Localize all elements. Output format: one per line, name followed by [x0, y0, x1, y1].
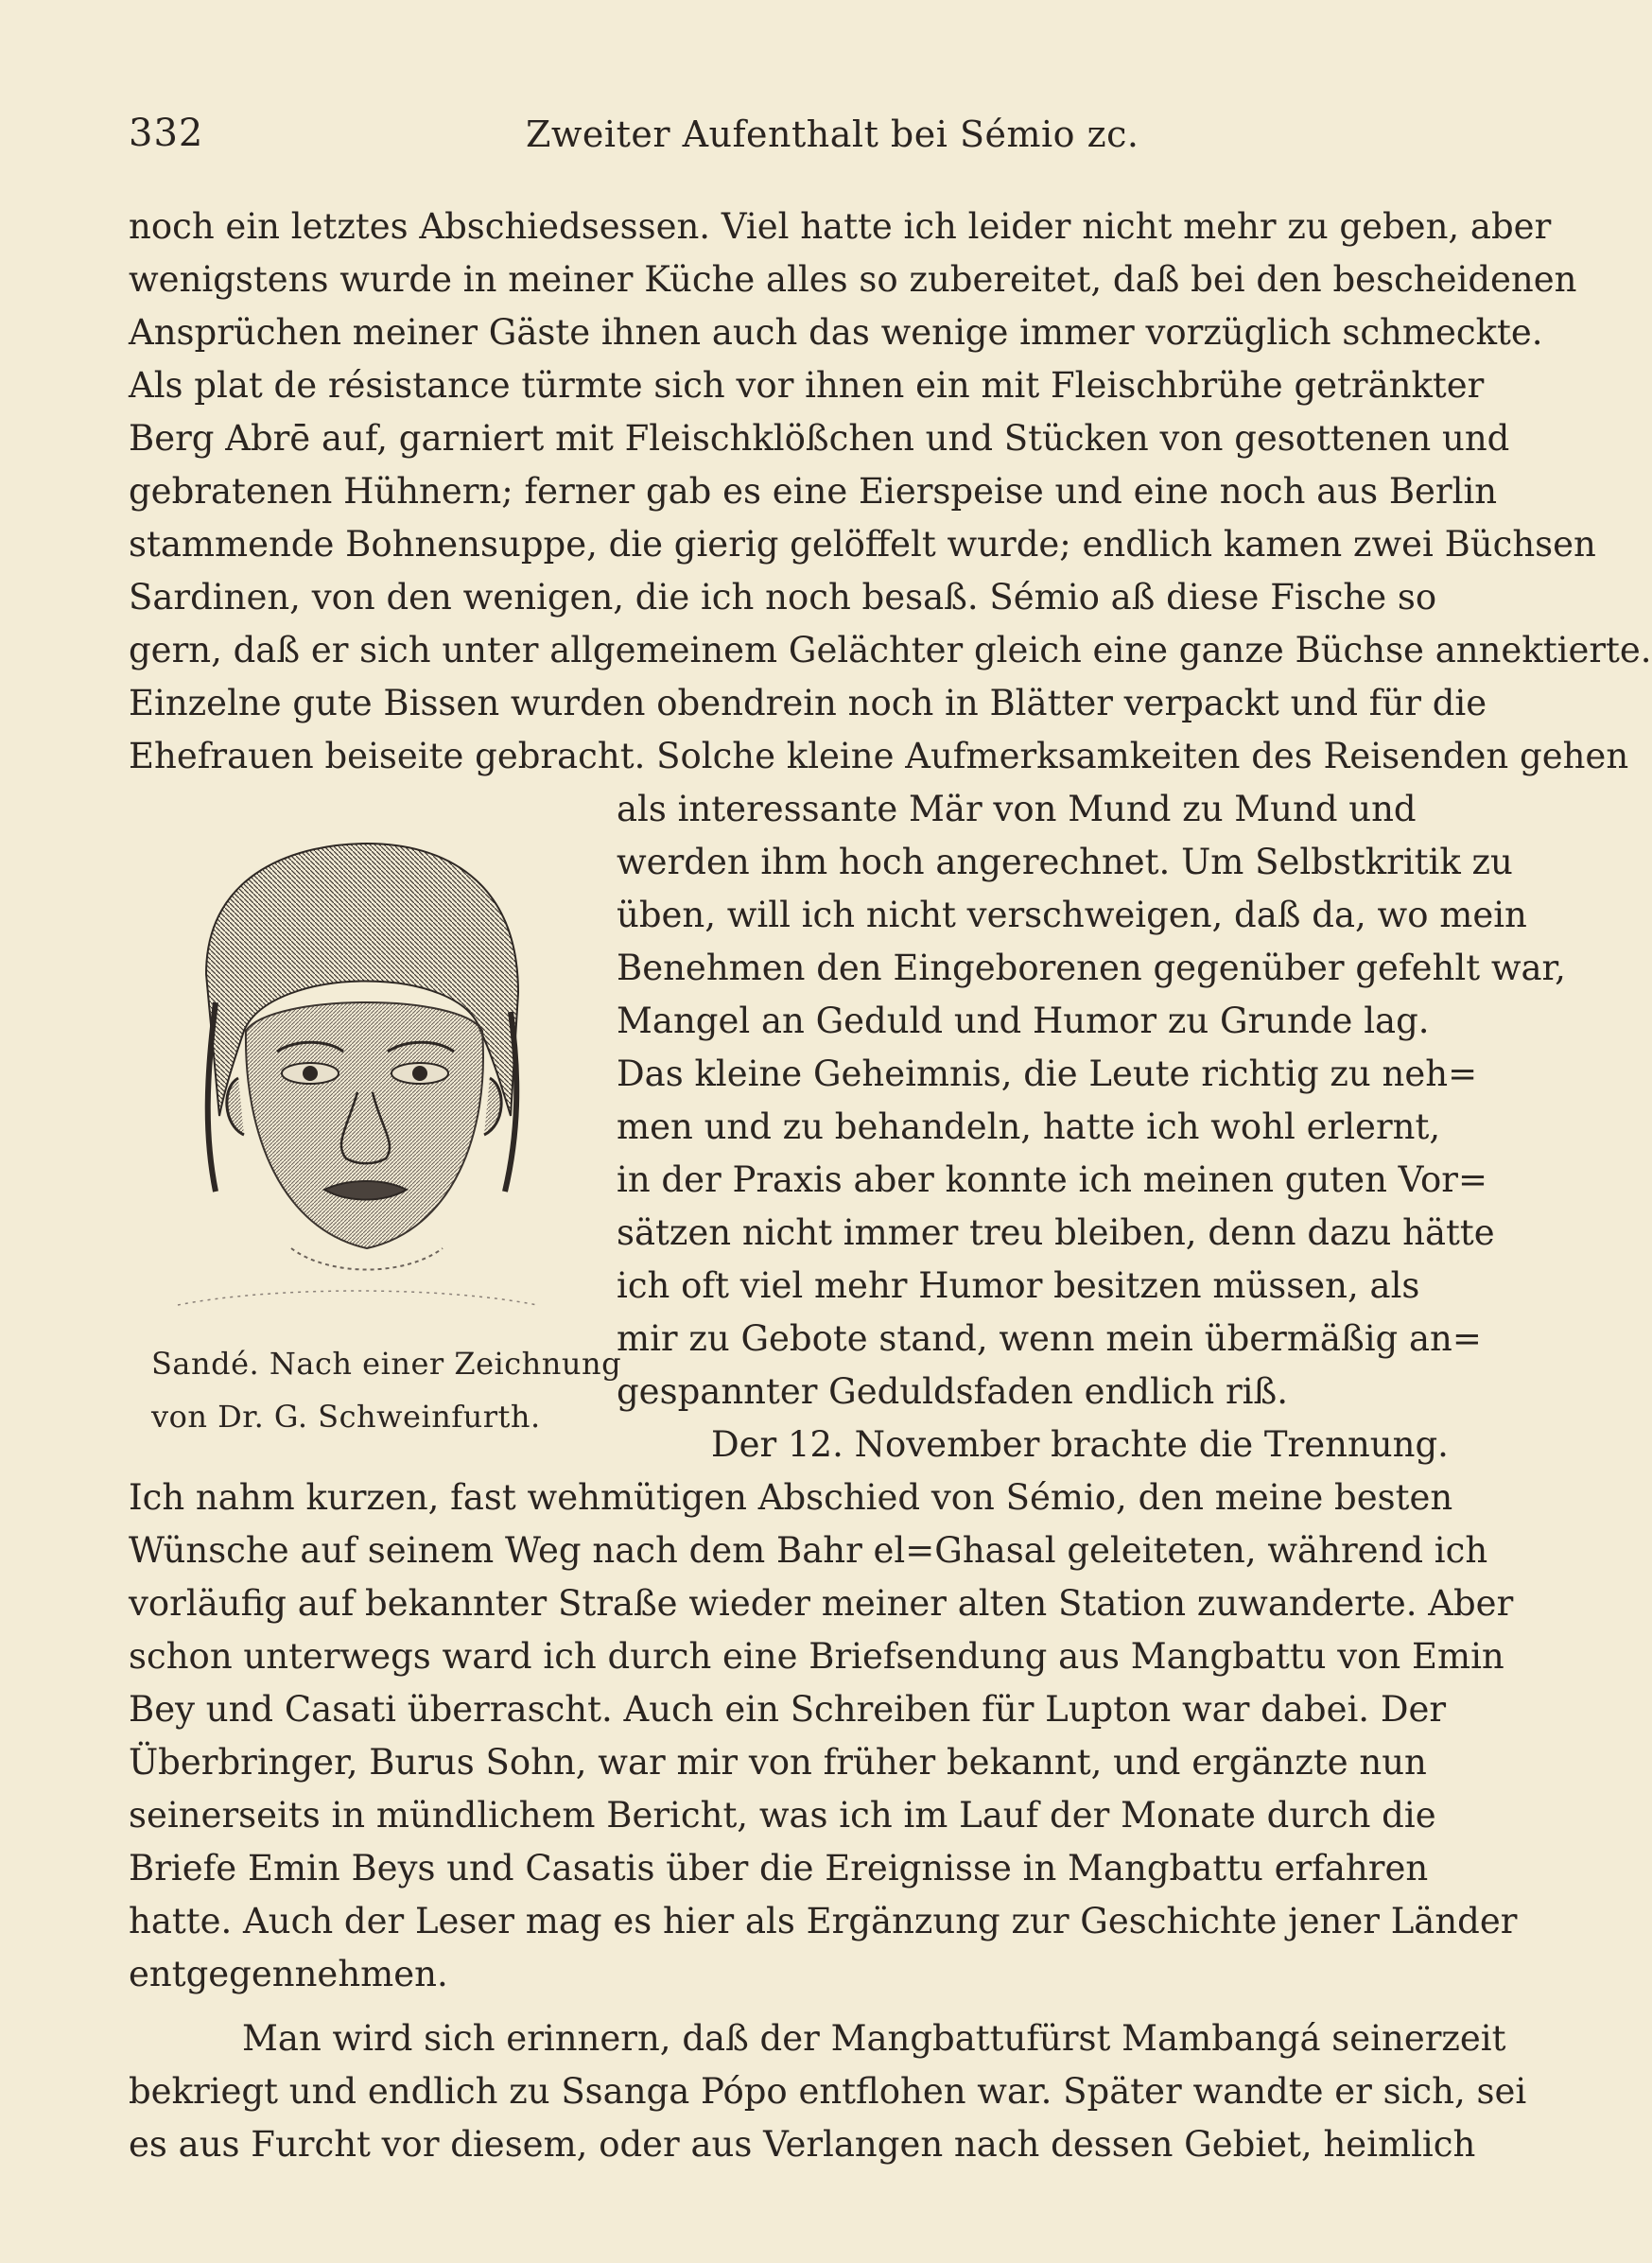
figure-caption-line: von Dr. G. Schweinfurth.: [151, 1399, 541, 1435]
text-line: Das kleine Geheimnis, die Leute richtig zu neh=: [617, 1053, 1478, 1094]
text-line: bekriegt und endlich zu Ssanga Pópo entflohen war. Später wandte er sich, sei: [129, 2071, 1527, 2112]
text-line: üben, will ich nicht verschweigen, daß da, wo mein: [617, 895, 1527, 935]
text-line: Sardinen, von den wenigen, die ich noch besaß. Sémio aß diese Fische so: [129, 577, 1437, 618]
text-line: gespannter Geduldsfaden endlich riß.: [617, 1371, 1288, 1412]
portrait-illustration: [178, 832, 537, 1324]
portrait-figure: [140, 832, 575, 1343]
text-line: in der Praxis aber konnte ich meinen guten Vor=: [617, 1159, 1487, 1200]
text-line: gebratenen Hühnern; ferner gab es eine Eierspeise und eine noch aus Berlin: [129, 471, 1498, 512]
running-title: Zweiter Aufenthalt bei Sémio zc.: [526, 113, 1139, 155]
text-line: men und zu behandeln, hatte ich wohl erlernt,: [617, 1106, 1441, 1147]
text-line: Mangel an Geduld und Humor zu Grunde lag.: [617, 1001, 1430, 1041]
text-line: Berg Abrē auf, garniert mit Fleischklößchen und Stücken von gesottenen und: [129, 418, 1510, 459]
text-line: mir zu Gebote stand, wenn mein übermäßig an=: [617, 1318, 1482, 1359]
page-number: 332: [129, 112, 204, 155]
text-line: als interessante Mär von Mund zu Mund und: [617, 789, 1417, 829]
text-line: stammende Bohnensuppe, die gierig gelöffelt wurde; endlich kamen zwei Büchsen: [129, 524, 1596, 565]
figure-caption-line: Sandé. Nach einer Zeichnung: [151, 1346, 622, 1382]
text-line: Ich nahm kurzen, fast wehmütigen Abschied von Sémio, den meine besten: [129, 1477, 1453, 1518]
text-line: Man wird sich erinnern, daß der Mangbattufürst Mambangá seinerzeit: [242, 2018, 1506, 2059]
text-line: Ansprüchen meiner Gäste ihnen auch das wenige immer vorzüglich schmeckte.: [129, 312, 1543, 353]
text-line: sätzen nicht immer treu bleiben, denn dazu hätte: [617, 1212, 1495, 1253]
text-line: schon unterwegs ward ich durch eine Briefsendung aus Mangbattu von Emin: [129, 1636, 1504, 1677]
text-line: entgegennehmen.: [129, 1954, 448, 1994]
text-line: Der 12. November brachte die Trennung.: [711, 1424, 1449, 1465]
text-line: Als plat de résistance türmte sich vor ihnen ein mit Fleischbrühe getränkter: [129, 365, 1485, 406]
text-line: werden ihm hoch angerechnet. Um Selbstkritik zu: [617, 842, 1513, 882]
text-line: gern, daß er sich unter allgemeinem Gelächter gleich eine ganze Büchse annektierte.: [129, 630, 1652, 670]
text-line: seinerseits in mündlichem Bericht, was ich im Lauf der Monate durch die: [129, 1795, 1436, 1836]
text-line: Ehefrauen beiseite gebracht. Solche kleine Aufmerksamkeiten des Reisenden gehen: [129, 736, 1629, 776]
text-line: wenigstens wurde in meiner Küche alles so zubereitet, daß bei den bescheidenen: [129, 259, 1577, 300]
page-header: [129, 112, 1434, 168]
text-line: Briefe Emin Beys und Casatis über die Ereignisse in Mangbattu erfahren: [129, 1848, 1429, 1889]
text-line: ich oft viel mehr Humor besitzen müssen, als: [617, 1265, 1420, 1306]
text-line: Wünsche auf seinem Weg nach dem Bahr el=Ghasal geleiteten, während ich: [129, 1530, 1488, 1571]
text-line: noch ein letztes Abschiedsessen. Viel hatte ich leider nicht mehr zu geben, aber: [129, 206, 1552, 247]
text-line: Bey und Casati überrascht. Auch ein Schreiben für Lupton war dabei. Der: [129, 1689, 1447, 1730]
text-line: Überbringer, Burus Sohn, war mir von früher bekannt, und ergänzte nun: [129, 1742, 1427, 1783]
text-line: Benehmen den Eingeborenen gegenüber gefehlt war,: [617, 948, 1566, 988]
text-line: es aus Furcht vor diesem, oder aus Verlangen nach dessen Gebiet, heimlich: [129, 2124, 1476, 2165]
text-line: Einzelne gute Bissen wurden obendrein noch in Blätter verpackt und für die: [129, 683, 1487, 723]
text-line: vorläufig auf bekannter Straße wieder meiner alten Station zuwanderte. Aber: [129, 1583, 1514, 1624]
text-line: hatte. Auch der Leser mag es hier als Ergänzung zur Geschichte jener Länder: [129, 1901, 1518, 1941]
